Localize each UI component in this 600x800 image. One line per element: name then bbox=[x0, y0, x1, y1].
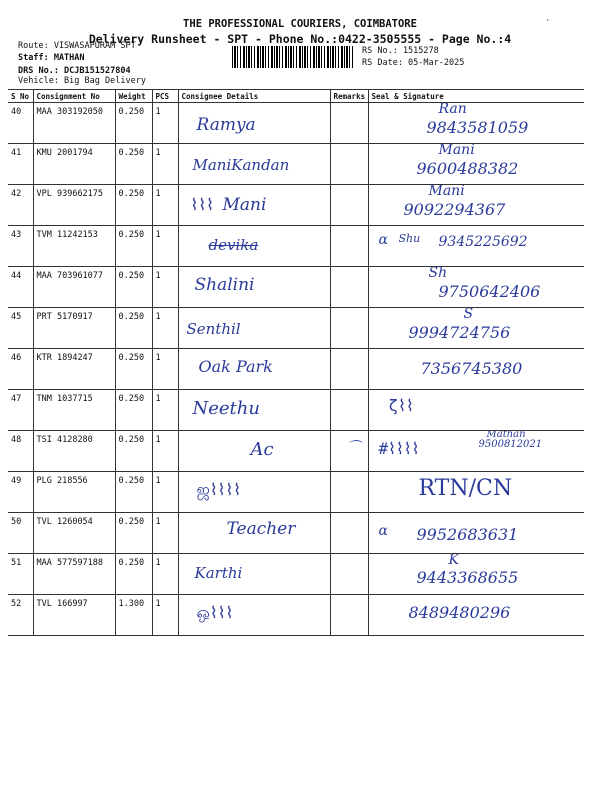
cell-sno: 43 bbox=[8, 226, 33, 267]
cell-remarks bbox=[330, 103, 368, 144]
cell-signature bbox=[368, 226, 584, 267]
table-row bbox=[8, 185, 584, 226]
cell-pcs: 1 bbox=[152, 226, 178, 267]
cell-pcs: 1 bbox=[152, 144, 178, 185]
consignee-handwriting: Shalini bbox=[194, 275, 255, 295]
cell-sno: 41 bbox=[8, 144, 33, 185]
cell-sno: 52 bbox=[8, 595, 33, 636]
cell-pcs: 1 bbox=[152, 513, 178, 554]
cell-remarks bbox=[330, 390, 368, 431]
table-header-row bbox=[8, 90, 584, 103]
cell-weight: 0.250 bbox=[115, 390, 152, 431]
cell-consignee bbox=[178, 513, 330, 554]
cell-signature bbox=[368, 390, 584, 431]
route-label: Route: VISWASAPURAM SPT bbox=[18, 41, 136, 51]
col-consignee: Consignee Details bbox=[178, 90, 330, 103]
cell-consignee bbox=[178, 431, 330, 472]
signature-handwriting: K bbox=[448, 553, 459, 568]
cell-sno: 46 bbox=[8, 349, 33, 390]
phone-handwriting: 9092294367 bbox=[403, 200, 506, 219]
cell-consignment: PLG 218556 bbox=[33, 472, 115, 513]
signature-handwriting: Mani bbox=[428, 184, 465, 199]
remark-mark: ⌒ bbox=[346, 440, 361, 456]
cell-remarks bbox=[330, 144, 368, 185]
alpha-mark: α bbox=[378, 232, 388, 248]
cell-weight: 0.250 bbox=[115, 185, 152, 226]
cell-signature bbox=[368, 185, 584, 226]
table-row bbox=[8, 349, 584, 390]
cell-weight: 0.250 bbox=[115, 226, 152, 267]
cell-sno: 42 bbox=[8, 185, 33, 226]
col-weight: Weight bbox=[115, 90, 152, 103]
cell-signature bbox=[368, 103, 584, 144]
consignee-handwriting: devika bbox=[208, 236, 259, 254]
cell-remarks bbox=[330, 185, 368, 226]
table-row bbox=[8, 267, 584, 308]
cell-consignment: MAA 303192050 bbox=[33, 103, 115, 144]
phone-handwriting: 9345225692 bbox=[438, 234, 528, 250]
cell-weight: 0.250 bbox=[115, 472, 152, 513]
cell-sno: 48 bbox=[8, 431, 33, 472]
scribble-mark: ஒ⌇⌇⌇ bbox=[196, 603, 234, 622]
col-remarks: Remarks bbox=[330, 90, 368, 103]
cell-consignment: KTR 1894247 bbox=[33, 349, 115, 390]
vehicle-label: Vehicle: Big Bag Delivery bbox=[18, 76, 146, 86]
cell-remarks bbox=[330, 472, 368, 513]
table-row bbox=[8, 226, 584, 267]
signature-handwriting: S bbox=[463, 307, 474, 322]
cell-sno: 45 bbox=[8, 308, 33, 349]
cell-pcs: 1 bbox=[152, 390, 178, 431]
scribble-mark: ⌇⌇⌇ bbox=[190, 195, 214, 214]
cell-signature bbox=[368, 472, 584, 513]
cell-consignment: TVM 11242153 bbox=[33, 226, 115, 267]
table-row bbox=[8, 308, 584, 349]
phone-handwriting: 9443368655 bbox=[416, 568, 519, 587]
signature-handwriting: Mathan bbox=[486, 430, 526, 440]
cell-pcs: 1 bbox=[152, 554, 178, 595]
cell-sno: 44 bbox=[8, 267, 33, 308]
consignee-handwriting: Ac bbox=[250, 439, 274, 460]
scribble-mark: #⌇⌇⌇⌇ bbox=[378, 439, 420, 458]
cell-consignment: VPL 939662175 bbox=[33, 185, 115, 226]
cell-remarks bbox=[330, 554, 368, 595]
cell-consignee bbox=[178, 144, 330, 185]
rs-date: RS Date: 05-Mar-2025 bbox=[362, 58, 465, 68]
cell-sno: 40 bbox=[8, 103, 33, 144]
cell-pcs: 1 bbox=[152, 431, 178, 472]
staff-label: Staff: MATHAN bbox=[18, 53, 85, 63]
cell-remarks bbox=[330, 513, 368, 554]
col-signature: Seal & Signature bbox=[368, 90, 584, 103]
phone-handwriting: 9994724756 bbox=[408, 323, 511, 342]
cell-pcs: 1 bbox=[152, 103, 178, 144]
cell-consignee bbox=[178, 472, 330, 513]
cell-weight: 0.250 bbox=[115, 144, 152, 185]
cell-remarks bbox=[330, 431, 368, 472]
table-row bbox=[8, 144, 584, 185]
barcode bbox=[232, 46, 355, 68]
signature-handwriting: Mani bbox=[438, 143, 475, 158]
cell-signature bbox=[368, 308, 584, 349]
consignee-handwriting: Senthil bbox=[186, 320, 241, 338]
cell-consignee bbox=[178, 267, 330, 308]
cell-consignment: PRT 5170917 bbox=[33, 308, 115, 349]
col-sno: S No bbox=[8, 90, 33, 103]
table-row bbox=[8, 103, 584, 144]
cell-weight: 0.250 bbox=[115, 349, 152, 390]
company-title: THE PROFESSIONAL COURIERS, COIMBATORE bbox=[183, 18, 417, 30]
cell-sno: 49 bbox=[8, 472, 33, 513]
cell-signature bbox=[368, 513, 584, 554]
cell-weight: 0.250 bbox=[115, 431, 152, 472]
cell-consignment: MAA 703961077 bbox=[33, 267, 115, 308]
cell-signature bbox=[368, 431, 584, 472]
consignee-handwriting: Oak Park bbox=[198, 357, 273, 376]
phone-handwriting: 9600488382 bbox=[416, 159, 519, 178]
cell-consignee bbox=[178, 185, 330, 226]
consignee-handwriting: Karthi bbox=[194, 564, 243, 582]
cell-signature bbox=[368, 595, 584, 636]
cell-weight: 0.250 bbox=[115, 267, 152, 308]
cell-signature bbox=[368, 144, 584, 185]
scribble-mark: ζ⌇⌇ bbox=[388, 396, 414, 415]
cell-weight: 1.300 bbox=[115, 595, 152, 636]
table-row bbox=[8, 513, 584, 554]
cell-pcs: 1 bbox=[152, 595, 178, 636]
cell-consignee bbox=[178, 390, 330, 431]
table-row bbox=[8, 390, 584, 431]
consignee-handwriting: Ramya bbox=[196, 115, 256, 135]
cell-signature bbox=[368, 267, 584, 308]
cell-consignment: TNM 1037715 bbox=[33, 390, 115, 431]
cell-remarks bbox=[330, 267, 368, 308]
cell-consignment: MAA 577597188 bbox=[33, 554, 115, 595]
phone-handwriting: 7356745380 bbox=[420, 359, 523, 378]
signature-handwriting: RTN/CN bbox=[418, 476, 513, 501]
signature-handwriting: Shu bbox=[398, 232, 421, 245]
cell-consignment: KMU 2001794 bbox=[33, 144, 115, 185]
cell-consignee bbox=[178, 595, 330, 636]
cell-consignee bbox=[178, 226, 330, 267]
cell-consignment: TVL 1260054 bbox=[33, 513, 115, 554]
cell-remarks bbox=[330, 595, 368, 636]
consignee-handwriting: ManiKandan bbox=[192, 156, 290, 174]
cell-sno: 51 bbox=[8, 554, 33, 595]
runsheet-table bbox=[8, 89, 584, 636]
table-row bbox=[8, 472, 584, 513]
cell-remarks bbox=[330, 349, 368, 390]
alpha-mark: α bbox=[378, 523, 388, 539]
runsheet-subtitle: Delivery Runsheet - SPT - Phone No.:0422-3505555 - Page No.:4 bbox=[88, 32, 512, 46]
cell-consignment: TVL 166997 bbox=[33, 595, 115, 636]
cell-pcs: 1 bbox=[152, 308, 178, 349]
cell-consignee bbox=[178, 103, 330, 144]
cell-consignment: TSI 4128280 bbox=[33, 431, 115, 472]
cell-weight: 0.250 bbox=[115, 554, 152, 595]
cell-consignee bbox=[178, 554, 330, 595]
scribble-mark: ஜ⌇⌇⌇⌇ bbox=[196, 480, 242, 499]
table-row bbox=[8, 431, 584, 472]
stray-mark: · bbox=[545, 16, 551, 26]
cell-consignee bbox=[178, 349, 330, 390]
cell-sno: 47 bbox=[8, 390, 33, 431]
phone-handwriting: 9952683631 bbox=[416, 525, 519, 544]
table-row bbox=[8, 595, 584, 636]
cell-sno: 50 bbox=[8, 513, 33, 554]
cell-signature bbox=[368, 349, 584, 390]
phone-handwriting: 9750642406 bbox=[438, 282, 541, 301]
cell-pcs: 1 bbox=[152, 267, 178, 308]
table-row bbox=[8, 554, 584, 595]
cell-pcs: 1 bbox=[152, 185, 178, 226]
cell-weight: 0.250 bbox=[115, 513, 152, 554]
drs-label: DRS No.: DCJB151527804 bbox=[18, 66, 131, 76]
consignee-handwriting: Mani bbox=[222, 195, 267, 215]
phone-handwriting: 9843581059 bbox=[426, 118, 529, 137]
phone-handwriting: 8489480296 bbox=[408, 603, 511, 622]
cell-pcs: 1 bbox=[152, 349, 178, 390]
consignee-handwriting: Teacher bbox=[226, 519, 296, 539]
cell-signature bbox=[368, 554, 584, 595]
cell-remarks bbox=[330, 308, 368, 349]
cell-weight: 0.250 bbox=[115, 308, 152, 349]
rs-number: RS No.: 1515278 bbox=[362, 46, 439, 56]
cell-consignee bbox=[178, 308, 330, 349]
signature-handwriting: Ran bbox=[438, 102, 467, 117]
col-consignment: Consignment No bbox=[33, 90, 115, 103]
cell-remarks bbox=[330, 226, 368, 267]
consignee-handwriting: Neethu bbox=[192, 398, 260, 419]
phone-handwriting: 9500812021 bbox=[478, 439, 543, 450]
col-pcs: PCS bbox=[152, 90, 178, 103]
cell-pcs: 1 bbox=[152, 472, 178, 513]
signature-handwriting: Sh bbox=[428, 266, 448, 281]
cell-weight: 0.250 bbox=[115, 103, 152, 144]
